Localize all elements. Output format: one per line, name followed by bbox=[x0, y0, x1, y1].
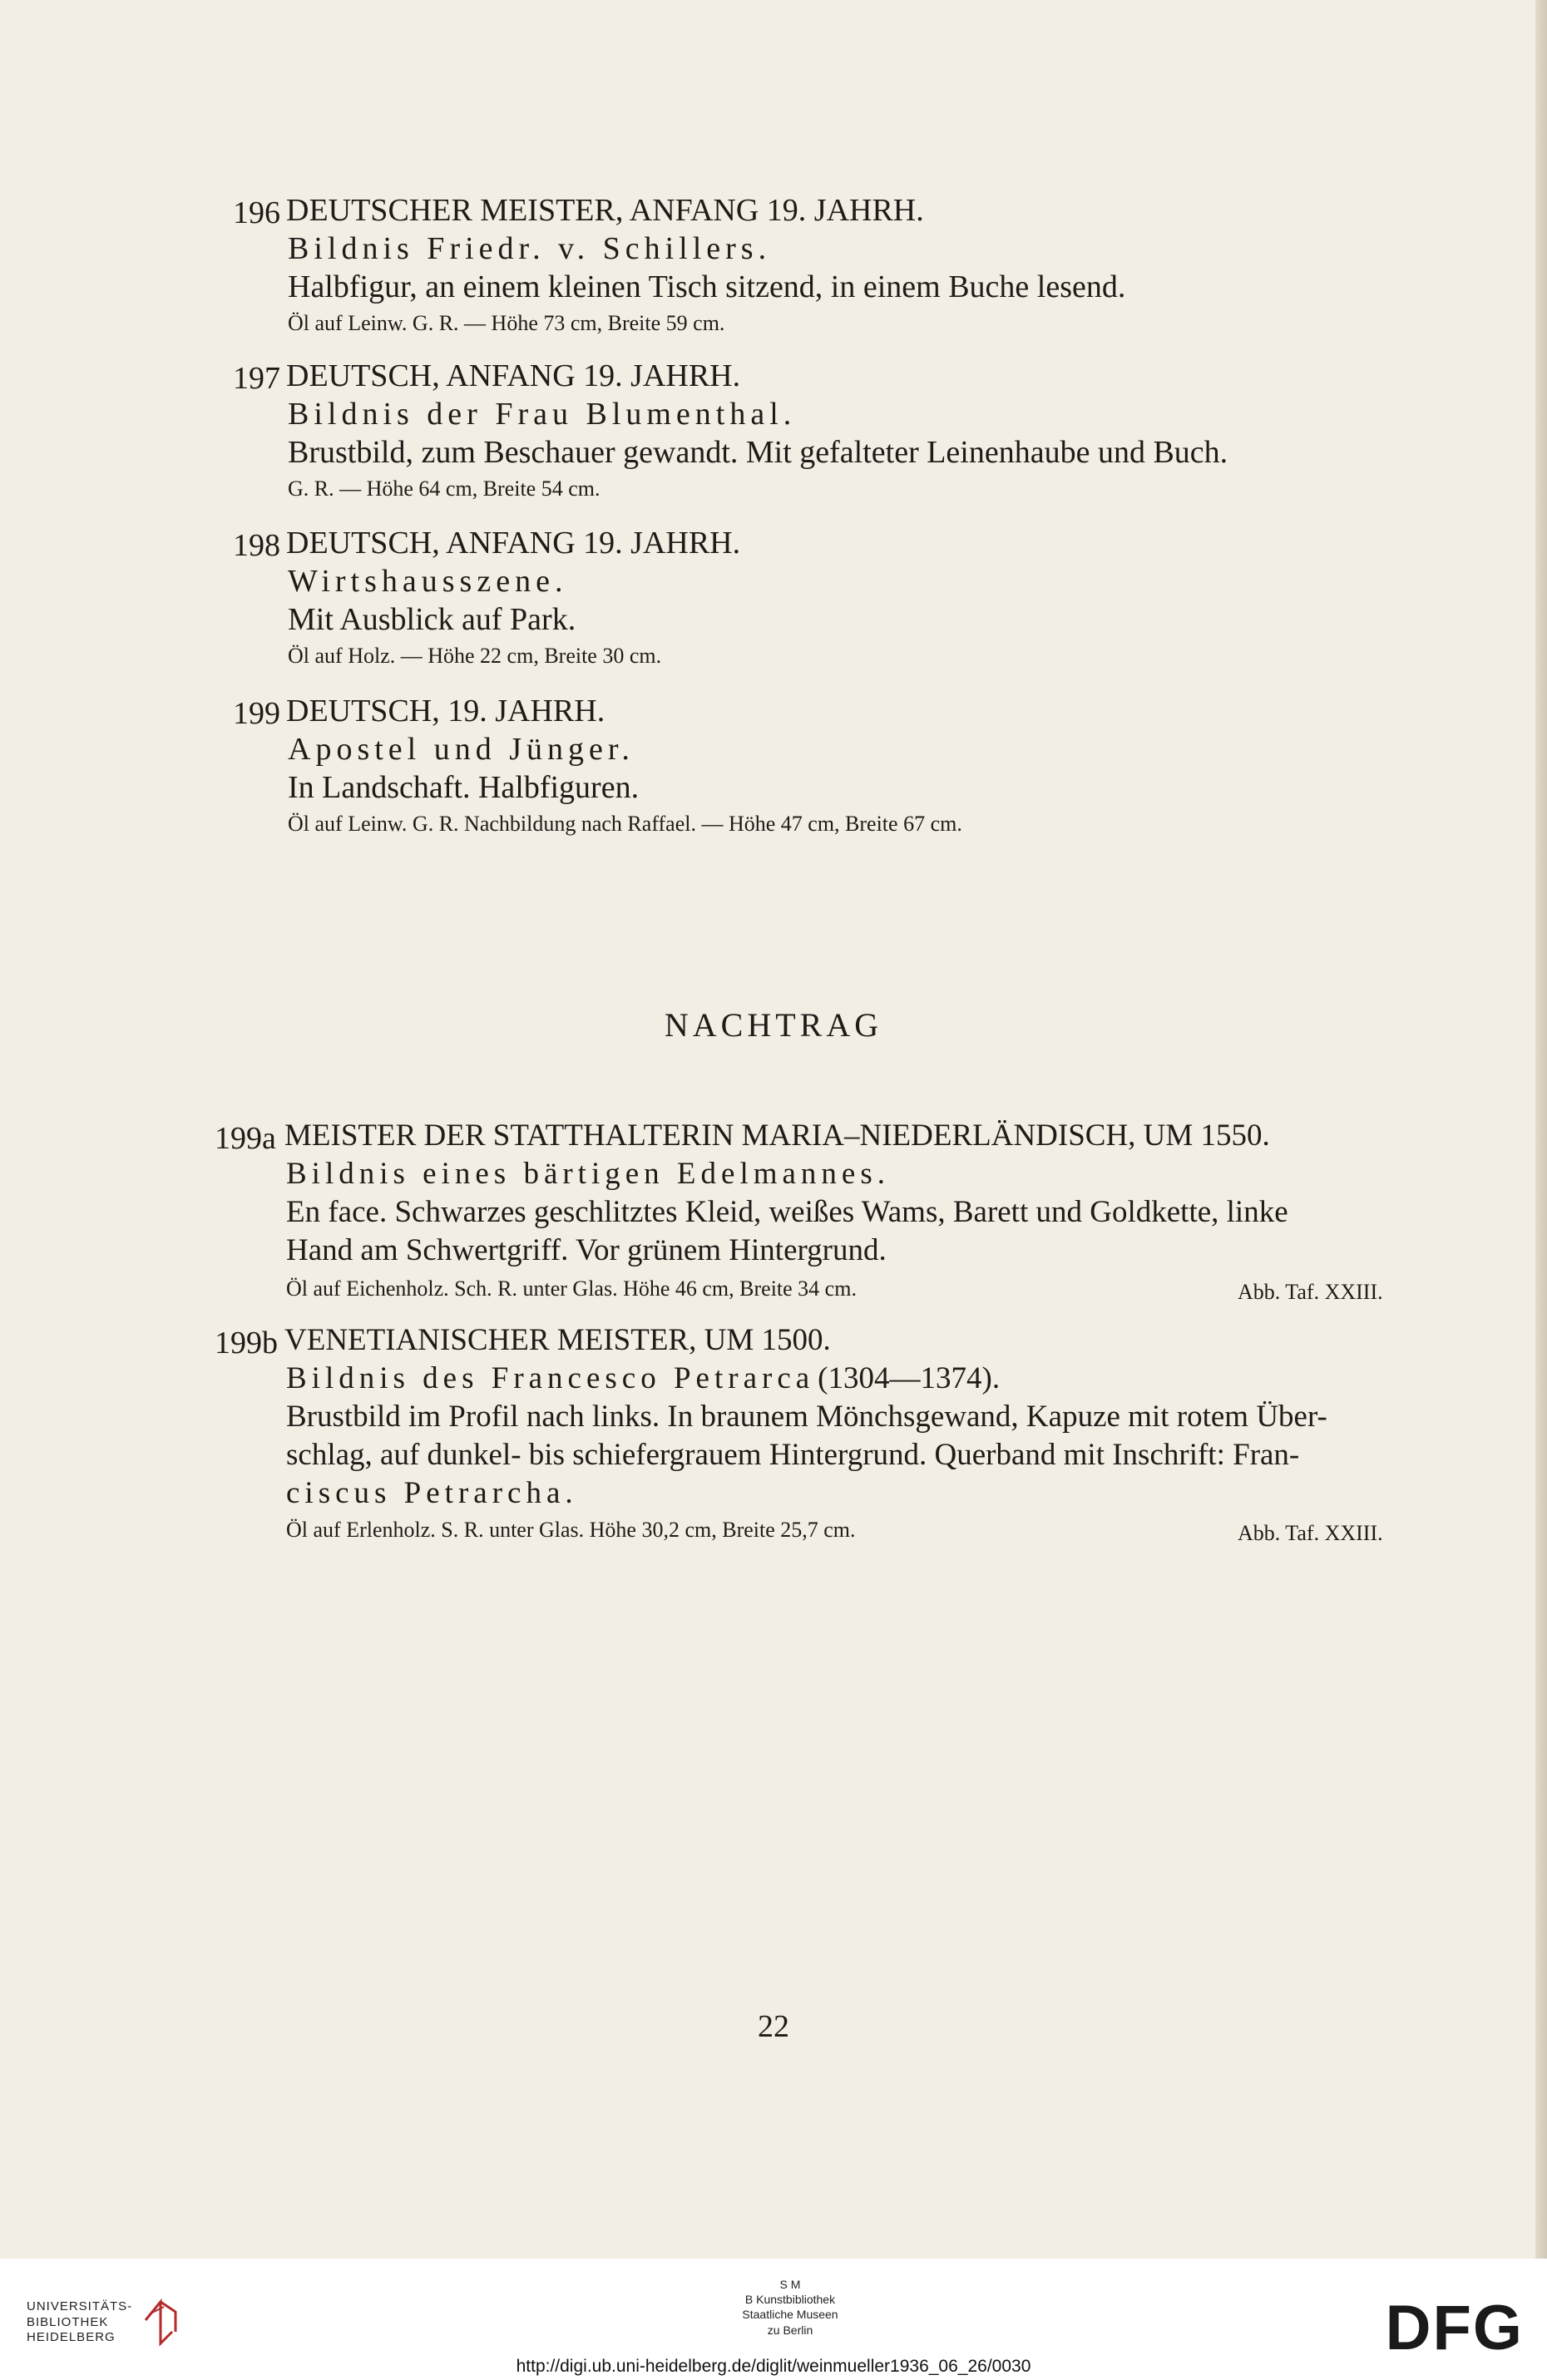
page-edge-shadow bbox=[1535, 0, 1547, 2259]
section-title: NACHTRAG bbox=[664, 1006, 883, 1044]
smb-line: zu Berlin bbox=[767, 2323, 813, 2337]
entry-number: 196 bbox=[233, 195, 280, 230]
entry-description: Brustbild, zum Beschauer gewandt. Mit gefalteter Leinenhaube und Buch. bbox=[288, 435, 1228, 470]
entry-description: In Landschaft. Halbfiguren. bbox=[288, 770, 640, 805]
entry-header: VENETIANISCHER MEISTER, UM 1500. bbox=[284, 1323, 831, 1357]
entry-title bbox=[286, 1363, 1000, 1394]
permalink-url[interactable]: http://digi.ub.uni-heidelberg.de/diglit/weinmueller1936_06_26/0030 bbox=[516, 2357, 1031, 2376]
smb-kunstbibliothek-logo[interactable] bbox=[724, 2277, 857, 2338]
plate-reference: Abb. Taf. XXIII. bbox=[1238, 1280, 1383, 1304]
entry-title-text: Bildnis des Francesco Petrarca bbox=[286, 1361, 815, 1395]
entry-description: Halbfigur, an einem kleinen Tisch sitzend, in einem Buche lesend. bbox=[288, 269, 1126, 304]
entry-title: Apostel und Jünger. bbox=[288, 732, 635, 767]
library-name-line: HEIDELBERG bbox=[27, 2330, 116, 2345]
entry-title: Bildnis eines bärtigen Edelmannes. bbox=[286, 1157, 890, 1191]
smb-line: S M bbox=[779, 2278, 801, 2291]
entry-description: Hand am Schwertgriff. Vor grünem Hintergrund. bbox=[286, 1233, 887, 1267]
entry-details: Öl auf Holz. — Höhe 22 cm, Breite 30 cm. bbox=[288, 644, 662, 668]
dfg-logo[interactable]: DFG bbox=[1385, 2293, 1524, 2363]
entry-description: En face. Schwarzes geschlitztes Kleid, weißes Wams, Barett und Goldkette, linke bbox=[286, 1195, 1288, 1229]
entry-number: 199b bbox=[215, 1326, 278, 1360]
entry-header: DEUTSCH, ANFANG 19. JAHRH. bbox=[286, 358, 741, 393]
entry-details: Öl auf Erlenholz. S. R. unter Glas. Höhe 30,2 cm, Breite 25,7 cm. bbox=[286, 1518, 856, 1542]
entry-description: Brustbild im Profil nach links. In braunem Mönchsgewand, Kapuze mit rotem Über- bbox=[286, 1400, 1327, 1434]
plate-reference: Abb. Taf. XXIII. bbox=[1238, 1521, 1383, 1545]
library-name bbox=[27, 2299, 132, 2346]
entry-number: 199 bbox=[233, 696, 280, 731]
entry-description: ciscus Petrarcha. bbox=[286, 1476, 578, 1510]
entry-header: DEUTSCHER MEISTER, ANFANG 19. JAHRH. bbox=[286, 193, 924, 228]
library-name-line: UNIVERSITÄTS- bbox=[27, 2299, 133, 2313]
university-library-logo[interactable] bbox=[27, 2295, 189, 2350]
entry-header: MEISTER DER STATTHALTERIN MARIA–NIEDERLÄNDISCH, UM 1550. bbox=[284, 1118, 1270, 1153]
entry-details: G. R. — Höhe 64 cm, Breite 54 cm. bbox=[288, 476, 601, 501]
entry-details: Öl auf Eichenholz. Sch. R. unter Glas. Höhe 46 cm, Breite 34 cm. bbox=[286, 1276, 857, 1301]
entry-details: Öl auf Leinw. G. R. Nachbildung nach Raffael. — Höhe 47 cm, Breite 67 cm. bbox=[288, 812, 962, 836]
entry-title: Wirtshausszene. bbox=[288, 564, 568, 599]
entry-number: 199a bbox=[215, 1121, 276, 1156]
entry-description: schlag, auf dunkel- bis schiefergrauem Hintergrund. Querband mit Inschrift: Fran- bbox=[286, 1438, 1300, 1472]
library-emblem-icon bbox=[139, 2295, 189, 2350]
library-name-line: BIBLIOTHEK bbox=[27, 2314, 109, 2329]
entry-number: 197 bbox=[233, 361, 280, 396]
entry-number: 198 bbox=[233, 528, 280, 563]
entry-header: DEUTSCH, ANFANG 19. JAHRH. bbox=[286, 526, 741, 560]
entry-title: Bildnis Friedr. v. Schillers. bbox=[288, 231, 772, 266]
viewer-footer bbox=[0, 2259, 1547, 2380]
entry-description: Mit Ausblick auf Park. bbox=[288, 602, 576, 637]
entry-header: DEUTSCH, 19. JAHRH. bbox=[286, 694, 605, 728]
page-number: 22 bbox=[758, 2009, 789, 2044]
entry-details: Öl auf Leinw. G. R. — Höhe 73 cm, Breite 59 cm. bbox=[288, 311, 725, 335]
smb-line: Staatliche Museen bbox=[742, 2308, 838, 2322]
entry-title: Bildnis der Frau Blumenthal. bbox=[288, 397, 797, 432]
smb-line: B Kunstbibliothek bbox=[744, 2293, 836, 2307]
entry-title-dates: (1304—1374). bbox=[818, 1361, 1001, 1395]
